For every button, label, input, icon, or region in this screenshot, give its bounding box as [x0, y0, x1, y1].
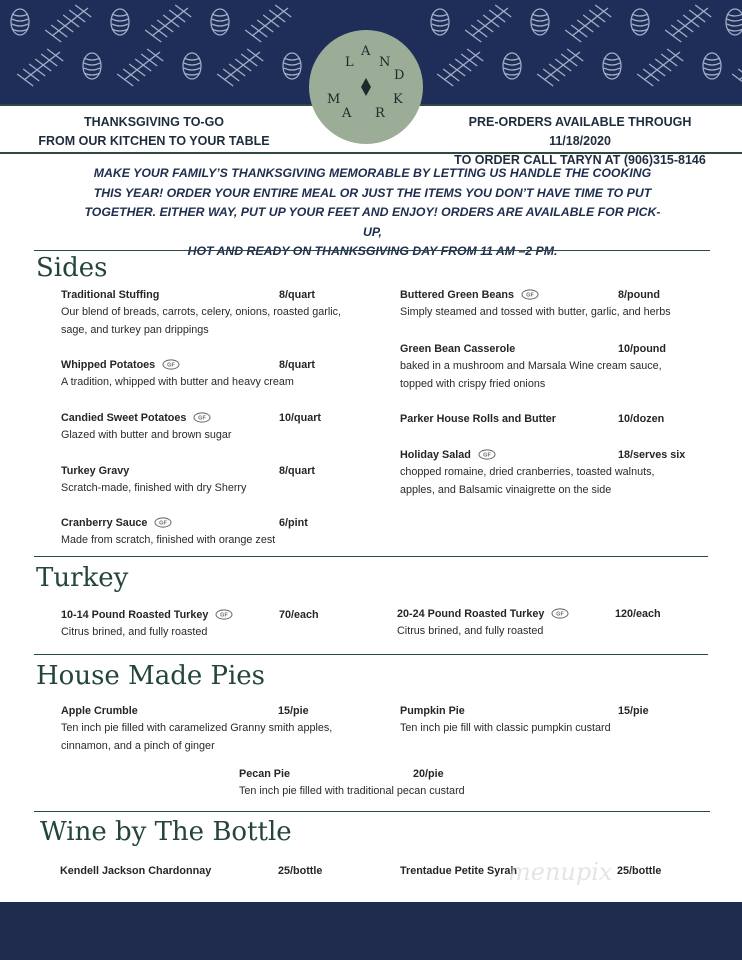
pinecone-scale — [284, 63, 300, 65]
logo-letter: N — [379, 55, 391, 70]
section-title-sides: Sides — [36, 253, 108, 283]
pinecone-scale — [532, 24, 548, 26]
svg-text:GF: GF — [482, 452, 491, 459]
item-description: baked in a mushroom and Marsala Wine cream sauce, — [400, 360, 662, 372]
section-title-wine: Wine by The Bottle — [40, 817, 292, 847]
intro-line: MAKE YOUR FAMILY’S THANKSGIVING MEMORABLE BY LETTING US HANDLE THE COOKING — [93, 166, 652, 180]
item-name — [400, 446, 740, 464]
pinecone-scale — [184, 73, 200, 75]
gluten-free-icon — [193, 412, 211, 423]
item-name — [61, 606, 401, 624]
landmark-logo — [309, 30, 423, 144]
item-description: cinnamon, and a pinch of ginger — [61, 739, 215, 752]
item-description: Glazed with butter and brown sugar — [61, 429, 232, 441]
pine-sprig-icon — [145, 5, 191, 42]
section-title-pies: House Made Pies — [36, 661, 266, 691]
watermark: menupix — [508, 858, 613, 886]
pinecone-scale — [212, 19, 228, 21]
header-left-line2: FROM OUR KITCHEN TO YOUR TABLE — [38, 134, 270, 148]
pinecone-scale — [112, 14, 128, 16]
item-description: Scratch-made, finished with dry Sherry — [61, 482, 247, 494]
pinecone-scale — [632, 19, 648, 21]
item-price: 15/pie — [618, 705, 649, 717]
item-name — [397, 605, 737, 623]
pinecone-scale — [704, 73, 720, 75]
item-name — [61, 514, 401, 532]
header-left-line1: THANKSGIVING TO-GO — [83, 115, 225, 129]
item-price: 120/each — [615, 608, 661, 620]
pinecone-scale — [284, 73, 300, 75]
item-description: apples, and Balsamic vinaigrette on the side — [400, 483, 612, 496]
pinecone-scale — [704, 68, 720, 70]
item-price: 10/quart — [279, 412, 322, 424]
pinecone-scale — [212, 14, 228, 16]
item-price: 70/each — [279, 609, 319, 621]
svg-text:GF: GF — [167, 362, 176, 369]
menu-item — [61, 702, 401, 755]
menu-item — [61, 409, 401, 445]
pinecone-scale — [632, 29, 648, 31]
svg-text:GF: GF — [556, 611, 565, 618]
item-price: 25/bottle — [278, 865, 323, 877]
item-price: 6/pint — [279, 517, 308, 529]
item-name-text: Holiday Salad — [400, 449, 471, 461]
svg-text:GF: GF — [220, 612, 229, 619]
item-description: Simply steamed and tossed with butter, garlic, and herbs — [400, 306, 671, 318]
pinecone-scale — [184, 63, 200, 65]
item-price: 8/quart — [279, 289, 315, 301]
pinecone-scale — [532, 14, 548, 16]
pine-sprig-icon — [17, 49, 63, 86]
pine-sprig-icon — [45, 5, 91, 42]
item-name-text: 10-14 Pound Roasted Turkey — [61, 609, 209, 621]
item-description: chopped romaine, dried cranberries, toasted walnuts, — [400, 466, 655, 478]
pinecone-scale — [604, 63, 620, 65]
pinecone-scale — [727, 19, 742, 21]
logo-letter: R — [375, 106, 385, 121]
gluten-free-icon — [521, 289, 539, 300]
intro-line: THIS YEAR! ORDER YOUR ENTIRE MEAL OR JUST THE ITEMS YOU DON’T HAVE TIME TO PUT — [93, 185, 652, 200]
item-name-text: 20-24 Pound Roasted Turkey — [397, 608, 545, 620]
item-description: Ten inch pie filled with traditional pecan custard — [239, 785, 465, 797]
pinecone-scale — [84, 73, 100, 75]
gluten-free-icon — [154, 517, 172, 528]
item-name-text: Parker House Rolls and Butter — [400, 413, 556, 425]
header-right — [445, 113, 715, 170]
pinecone-scale — [432, 14, 448, 16]
pine-sprig-icon — [732, 49, 742, 86]
logo-letter: K — [393, 92, 403, 107]
item-price: 20/pie — [413, 768, 444, 780]
pinecone-scale — [632, 14, 648, 16]
intro-line: TOGETHER. EITHER WAY, PUT UP YOUR FEET AND ENJOY! ORDERS ARE AVAILABLE FOR PICK-UP, — [84, 205, 661, 239]
item-price: 10/dozen — [618, 413, 665, 425]
pinecone-scale — [212, 24, 228, 26]
pinecone-scale — [504, 68, 520, 70]
menu-item — [400, 702, 740, 738]
pine-sprig-icon — [437, 49, 483, 86]
pinecone-scale — [704, 58, 720, 60]
item-description: Citrus brined, and fully roasted — [397, 625, 544, 637]
menu-item — [61, 606, 401, 642]
item-name-text: Pecan Pie — [239, 768, 291, 780]
gluten-free-icon — [478, 449, 496, 460]
pine-sprig-icon — [245, 5, 291, 42]
pinecone-scale — [112, 19, 128, 21]
item-name — [61, 409, 401, 427]
pinecone-scale — [604, 68, 620, 70]
header-left — [34, 113, 274, 151]
pinecone-scale — [704, 63, 720, 65]
pinecone-scale — [84, 68, 100, 70]
svg-text:GF: GF — [198, 415, 207, 422]
section-title-turkey: Turkey — [36, 563, 129, 593]
item-name — [400, 286, 740, 304]
item-name — [60, 862, 400, 880]
item-name-text: Apple Crumble — [61, 705, 138, 717]
menu-item — [60, 862, 400, 880]
pine-sprig-icon — [665, 5, 711, 42]
pinecone-scale — [604, 58, 620, 60]
item-name-text: Trentadue Petite Syrah — [400, 865, 518, 877]
pinecone-scale — [84, 63, 100, 65]
pinecone-scale — [727, 24, 742, 26]
pinecone-scale — [184, 68, 200, 70]
logo-letter: D — [394, 68, 405, 83]
item-name-text: Pumpkin Pie — [400, 705, 465, 717]
section-divider — [34, 556, 708, 557]
pinecone-scale — [504, 73, 520, 75]
item-name — [61, 462, 401, 480]
pinecone-scale — [632, 24, 648, 26]
item-name-text: Buttered Green Beans — [400, 289, 514, 301]
svg-text:GF: GF — [526, 292, 534, 299]
item-name-text: Green Bean Casserole — [400, 343, 516, 355]
menu-item — [61, 514, 401, 550]
pinecone-scale — [532, 29, 548, 31]
pinecone-scale — [432, 29, 448, 31]
pinecone-scale — [284, 68, 300, 70]
item-name — [61, 286, 401, 304]
gluten-free-icon — [551, 608, 569, 619]
pinecone-scale — [112, 24, 128, 26]
item-name — [400, 702, 740, 720]
item-name — [400, 410, 740, 428]
logo-letter: M — [327, 92, 341, 107]
gluten-free-icon — [162, 359, 180, 370]
pinecone-scale — [432, 19, 448, 21]
pinecone-scale — [12, 14, 28, 16]
item-price: 15/pie — [278, 705, 309, 717]
gluten-free-icon — [215, 609, 233, 620]
pinecone-scale — [504, 63, 520, 65]
item-description: Citrus brined, and fully roasted — [61, 626, 208, 638]
logo-letter: A — [361, 44, 371, 59]
pine-sprig-icon — [217, 49, 263, 86]
footer-band — [0, 902, 742, 960]
item-price: 18/serves six — [618, 449, 686, 461]
item-price: 25/bottle — [617, 865, 662, 877]
item-description: sage, and turkey pan drippings — [61, 323, 209, 336]
item-description: topped with crispy fried onions — [400, 377, 546, 390]
preorder-deadline: PRE-ORDERS AVAILABLE THROUGH 11/18/2020 — [468, 115, 692, 148]
menu-item — [400, 340, 740, 393]
item-name — [61, 702, 401, 720]
item-description: Ten inch pie fill with classic pumpkin custard — [400, 722, 611, 734]
pinecone-scale — [12, 29, 28, 31]
menu-item — [397, 605, 737, 641]
item-price: 8/quart — [279, 465, 315, 477]
item-description: A tradition, whipped with butter and heavy cream — [61, 376, 294, 388]
order-phone: TO ORDER CALL TARYN AT (906)315-8146 — [454, 153, 706, 167]
pinecone-scale — [727, 14, 742, 16]
item-name-text: Cranberry Sauce — [61, 517, 148, 529]
intro-line: HOT AND READY ON THANKSGIVING DAY FROM 11 AM –2 PM. — [187, 244, 558, 259]
section-divider — [34, 811, 710, 812]
menu-item — [400, 286, 740, 322]
pinecone-scale — [84, 58, 100, 60]
pine-sprig-icon — [465, 5, 511, 42]
pinecone-scale — [12, 19, 28, 21]
diamond-icon — [361, 78, 371, 96]
menu-item — [61, 356, 401, 392]
item-price: 8/pound — [618, 289, 660, 301]
item-name-text: Kendell Jackson Chardonnay — [60, 865, 212, 877]
section-divider — [34, 250, 710, 251]
item-name-text: Whipped Potatoes — [61, 359, 156, 371]
menu-item — [400, 410, 740, 428]
pinecone-scale — [504, 58, 520, 60]
item-price: 10/pound — [618, 343, 666, 355]
pinecone-scale — [284, 58, 300, 60]
pinecone-scale — [12, 24, 28, 26]
menu-item — [400, 446, 740, 499]
item-description: Ten inch pie filled with caramelized Granny smith apples, — [61, 722, 333, 734]
menu-item — [239, 765, 579, 801]
pinecone-scale — [184, 58, 200, 60]
pine-sprig-icon — [537, 49, 583, 86]
item-name-text: Candied Sweet Potatoes — [61, 412, 187, 424]
intro-text — [80, 164, 665, 262]
menu-item — [61, 462, 401, 498]
logo-letter: L — [345, 55, 354, 70]
item-name — [239, 765, 579, 783]
pine-sprig-icon — [637, 49, 683, 86]
svg-text:GF: GF — [159, 520, 168, 527]
pine-sprig-icon — [117, 49, 163, 86]
pinecone-scale — [212, 29, 228, 31]
item-name — [61, 356, 401, 374]
item-description: Made from scratch, finished with orange zest — [61, 534, 276, 546]
item-price: 8/quart — [279, 359, 315, 371]
pinecone-scale — [112, 29, 128, 31]
menu-item — [61, 286, 401, 339]
pinecone-scale — [727, 29, 742, 31]
item-name-text: Traditional Stuffing — [61, 289, 160, 301]
pine-sprig-icon — [565, 5, 611, 42]
pinecone-scale — [532, 19, 548, 21]
item-name-text: Turkey Gravy — [61, 465, 130, 477]
pinecone-scale — [432, 24, 448, 26]
pinecone-scale — [604, 73, 620, 75]
section-divider — [34, 654, 708, 655]
item-description: Our blend of breads, carrots, celery, onions, roasted garlic, — [61, 306, 342, 318]
logo-letter: A — [342, 106, 352, 121]
item-name — [400, 340, 740, 358]
